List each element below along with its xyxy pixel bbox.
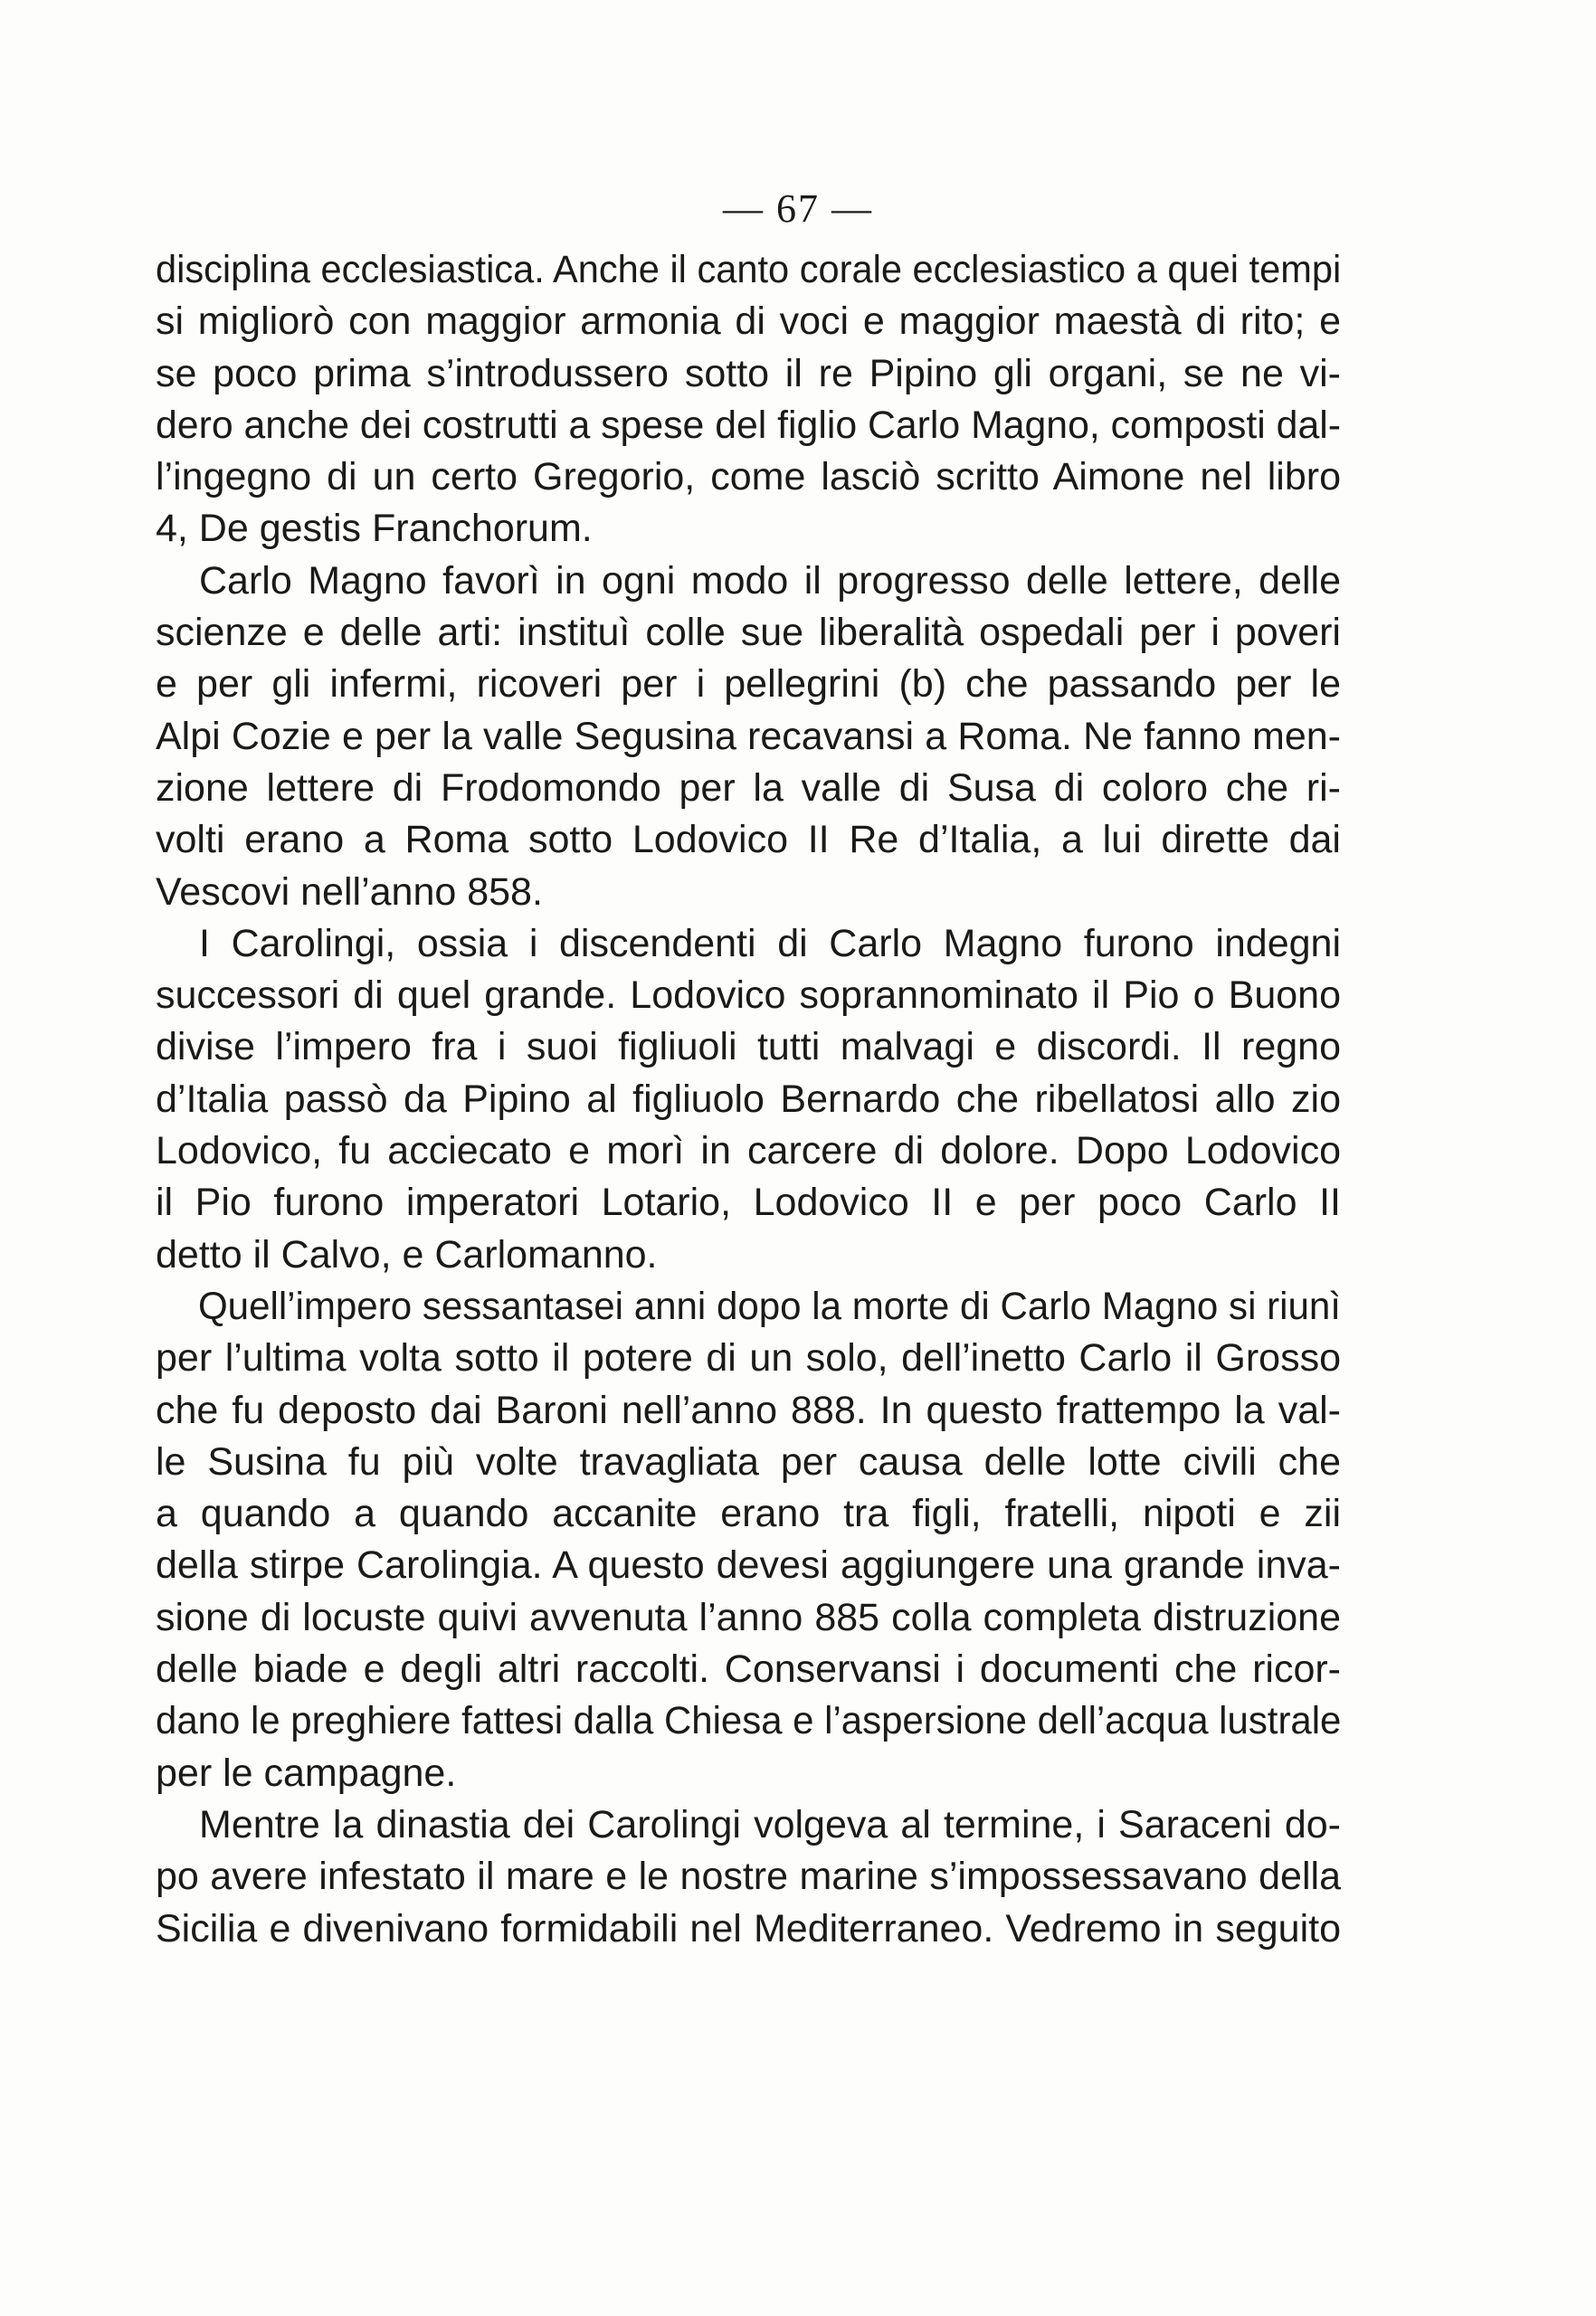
- text-line: po avere infestato il mare e le nostre marine s’impossessavano della: [156, 1855, 1341, 1899]
- text-line: sione di locuste quivi avvenuta l’anno 885 colla completa distruzione: [156, 1595, 1341, 1639]
- text-line: Mentre la dinastia dei Carolingi volgeva al termine, i Saraceni do-: [199, 1802, 1341, 1846]
- text-line: successori di quel grande. Lodovico soprannominato il Pio o Buono: [156, 973, 1341, 1018]
- text-line: Vescovi nell’anno 858.: [156, 869, 543, 914]
- text-line: detto il Calvo, e Carlomanno.: [156, 1232, 658, 1277]
- text-line: Alpi Cozie e per la valle Segusina recavansi a Roma. Ne fanno men-: [156, 714, 1341, 758]
- text-line: dano le preghiere fattesi dalla Chiesa e l’aspersione dell’acqua lustrale: [156, 1699, 1342, 1743]
- text-line: se poco prima s’introdussero sotto il re Pipino gli organi, se ne vi-: [156, 351, 1341, 395]
- text-line: dero anche dei costrutti a spese del figlio Carlo Magno, composti dal-: [156, 403, 1341, 447]
- text-line: l’ingegno di un certo Gregorio, come lasciò scritto Aimone nel libro: [156, 455, 1341, 499]
- text-line: Sicilia e divenivano formidabili nel Mediterraneo. Vedremo in seguito: [156, 1906, 1341, 1951]
- text-line: scienze e delle arti: instituì colle sue liberalità ospedali per i poveri: [156, 611, 1341, 655]
- text-line: il Pio furono imperatori Lotario, Lodovico II e per poco Carlo II: [156, 1181, 1341, 1225]
- text-line: d’Italia passò da Pipino al figliuolo Bernardo che ribellatosi allo zio: [156, 1077, 1341, 1121]
- page-number: — 67 —: [723, 186, 873, 231]
- text-line: le Susina fu più volte travagliata per causa delle lotte civili che: [156, 1439, 1341, 1484]
- text-line: volti erano a Roma sotto Lodovico II Re d’Italia, a lui dirette dai: [156, 818, 1341, 862]
- text-line: a quando a quando accanite erano tra figli, fratelli, nipoti e zii: [156, 1492, 1341, 1536]
- text-line: Lodovico, fu acciecato e morì in carcere di dolore. Dopo Lodovico: [156, 1129, 1341, 1173]
- text-line: per l’ultima volta sotto il potere di un solo, dell’inetto Carlo il Grosso: [156, 1336, 1341, 1381]
- text-line: delle biade e degli altri raccolti. Conservansi i documenti che ricor-: [156, 1647, 1341, 1692]
- text-line: divise l’impero fra i suoi figliuoli tutti malvagi e discordi. Il regno: [156, 1025, 1341, 1069]
- body-text: [156, 244, 1341, 1955]
- text-line: I Carolingi, ossia i discendenti di Carlo Magno furono indegni: [199, 921, 1341, 965]
- text-line: che fu deposto dai Baroni nell’anno 888. In questo frattempo la val-: [156, 1388, 1341, 1432]
- text-line: si migliorò con maggior armonia di voci e maggior maestà di rito; e: [156, 299, 1341, 344]
- text-line: disciplina ecclesiastica. Anche il canto corale ecclesiastico a quei tempi: [156, 248, 1342, 291]
- text-line: per le campagne.: [156, 1751, 457, 1795]
- text-line: Carlo Magno favorì in ogni modo il progresso delle lettere, delle: [199, 558, 1341, 603]
- text-line: zione lettere di Frodomondo per la valle di Susa di coloro che ri-: [156, 765, 1341, 810]
- text-line: 4, De gestis Franchorum.: [156, 507, 593, 551]
- text-line: della stirpe Carolingia. A questo devesi aggiungere una grande inva-: [156, 1543, 1341, 1588]
- text-line: e per gli infermi, ricoveri per i pellegrini (b) che passando per le: [156, 662, 1341, 707]
- text-line: Quell’impero sessantasei anni dopo la morte di Carlo Magno si riunì: [197, 1284, 1341, 1328]
